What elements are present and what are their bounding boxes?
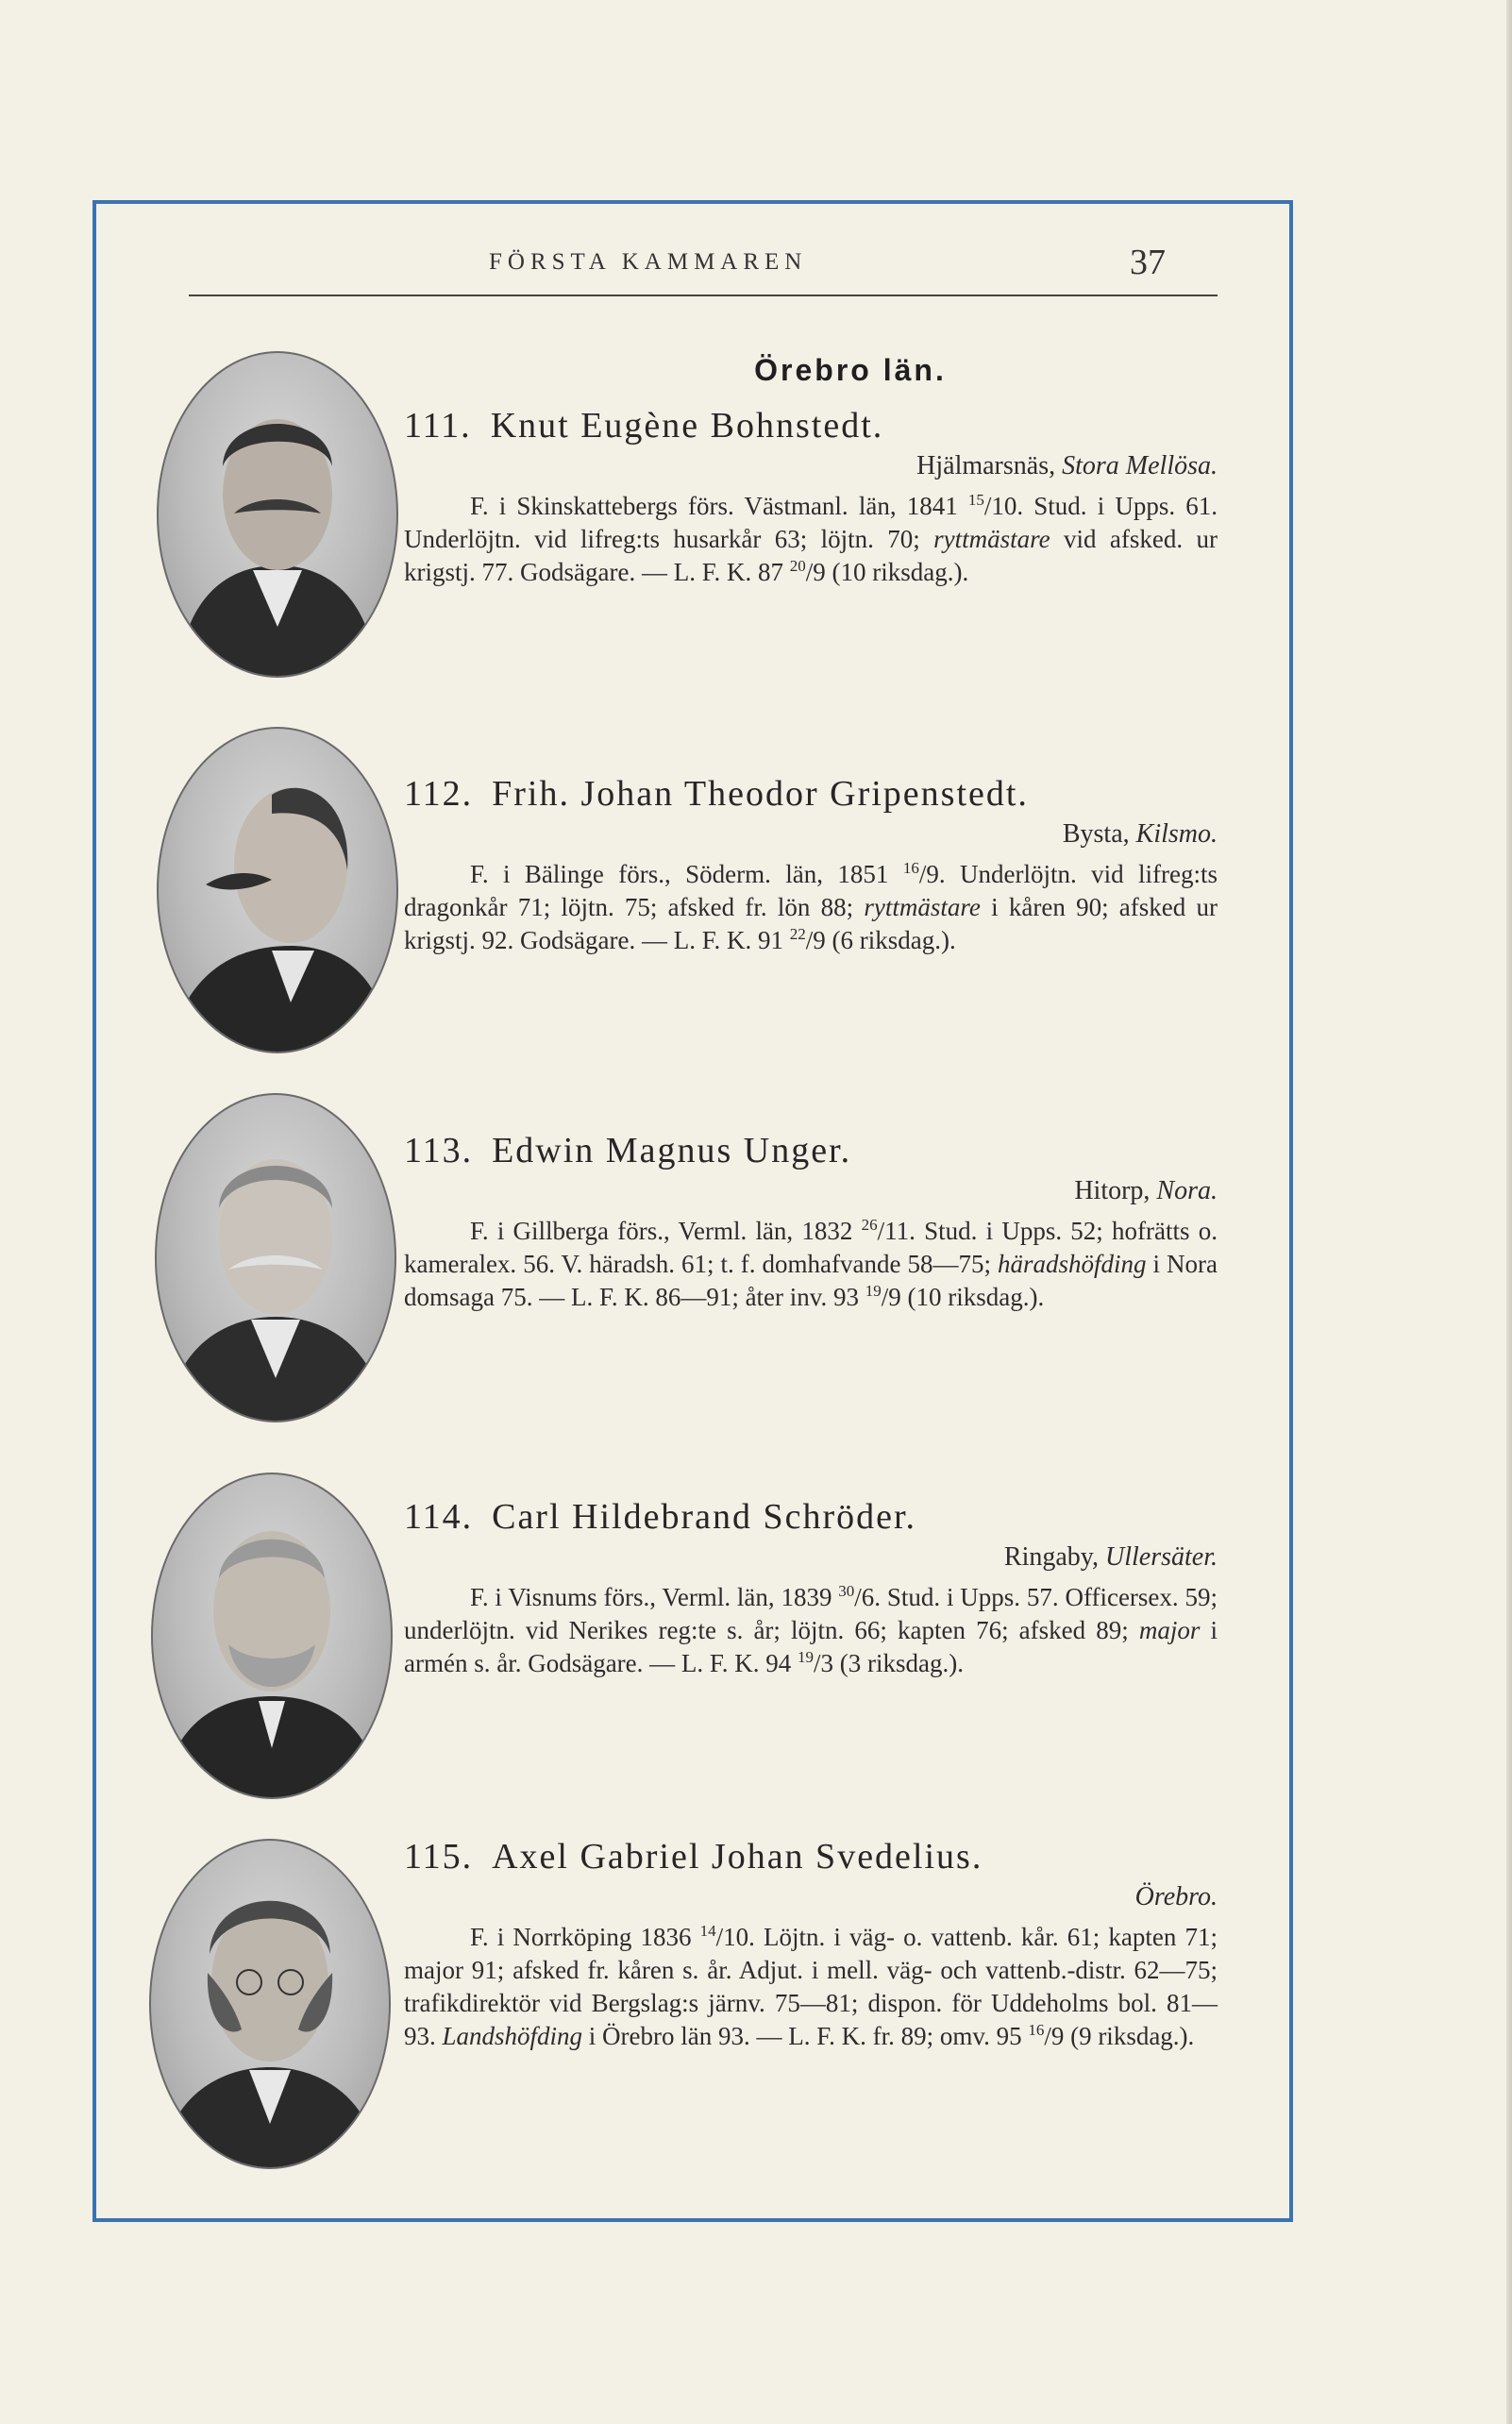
- entry-body: [404, 1215, 1218, 1314]
- body-text: /9 (10 riksdag.).: [805, 558, 969, 586]
- body-text: i Örebro län 93. — L. F. K. fr. 89; omv. 95: [582, 2022, 1029, 2050]
- entry-heading: [404, 772, 1218, 816]
- parish-name: Kilsmo.: [1135, 819, 1218, 849]
- entry-name: Edwin Magnus Unger.: [492, 1131, 852, 1170]
- body-text: /11. Stud. i Upps. 52; hofrätts o. kameralex. 56. V. häradsh. 61; t. f. domhafvande 58—75;: [404, 1217, 1218, 1278]
- entry-body: [404, 1921, 1218, 2053]
- portrait-115: [149, 1839, 391, 2169]
- date-superscript: 14: [699, 1922, 716, 1940]
- portrait-111-illustration: [159, 353, 396, 676]
- entry-heading: [404, 1129, 1218, 1172]
- date-superscript: 19: [865, 1282, 882, 1300]
- parish-name: Stora Mellösa.: [1062, 451, 1218, 480]
- entry-number: 111.: [404, 406, 472, 446]
- body-text: /9 (6 riksdag.).: [805, 926, 956, 954]
- running-title: FÖRSTA KAMMAREN: [489, 249, 808, 275]
- body-text: /9. Underlöjtn. vid lifreg:ts dragonkår 71; löjtn. 75; afsked fr. lön 88;: [404, 860, 1218, 921]
- body-text: /10. Stud. i Upps. 61. Underlöjtn. vid lifreg:ts husarkår 63; löjtn. 70;: [404, 492, 1218, 553]
- body-text: vid afsked. ur krigstj. 77. Godsägare. — L. F. K. 87: [404, 525, 1218, 586]
- portrait-115-illustration: [151, 1841, 389, 2167]
- body-text: /10. Löjtn. i väg- o. vattenb. kår. 61; kapten 71; major 91; afsked fr. kåren s. år. Adjut. i mell. väg- och vattenb.-distr. 62—75; trafikdirektör vid Bergslag:s järnv. 75—81; dispon. för Uddeholms bol. 81—93.: [404, 1923, 1218, 2050]
- title-italic: häradshöfding: [997, 1250, 1147, 1278]
- parish-name: Örebro.: [1134, 1882, 1218, 1911]
- body-text: i Nora domsaga 75. — L. F. K. 86—91; åter inv. 93: [404, 1250, 1218, 1311]
- body-text: /6. Stud. i Upps. 57. Officersex. 59; underlöjtn. vid Nerikes reg:te s. år; löjtn. 66; kapten 76; afsked 89;: [404, 1583, 1218, 1644]
- title-italic: ryttmästare: [864, 893, 981, 921]
- entry-number: 113.: [404, 1131, 474, 1170]
- entry-body: [404, 1581, 1218, 1680]
- place-name: Bysta,: [1062, 819, 1130, 849]
- portrait-114-illustration: [153, 1474, 391, 1797]
- entry-place: [404, 1540, 1218, 1574]
- entry-name: Knut Eugène Bohnstedt.: [490, 406, 884, 446]
- entry-heading: [404, 1495, 1218, 1539]
- entry-115: [404, 1835, 1218, 2053]
- body-text: i kåren 90; afsked ur krigstj. 92. Godsägare. — L. F. K. 91: [404, 893, 1218, 954]
- place-name: Hitorp,: [1074, 1176, 1151, 1205]
- entry-number: 114.: [404, 1497, 474, 1537]
- body-text: F. i Bälinge förs., Söderm. län, 1851: [470, 860, 903, 888]
- date-superscript: 19: [798, 1648, 814, 1666]
- place-name: Ringaby,: [1003, 1542, 1099, 1572]
- section-title: Örebro län.: [754, 353, 947, 387]
- body-text: /9 (10 riksdag.).: [881, 1283, 1045, 1311]
- portrait-113: [155, 1093, 396, 1422]
- running-head: [189, 243, 1218, 296]
- date-superscript: 16: [1028, 2021, 1045, 2039]
- entry-name: Carl Hildebrand Schröder.: [492, 1497, 917, 1537]
- body-text: F. i Visnums förs., Verml. län, 1839: [470, 1583, 839, 1611]
- date-superscript: 15: [967, 491, 984, 509]
- date-superscript: 22: [789, 925, 806, 943]
- entry-name: Axel Gabriel Johan Svedelius.: [492, 1837, 983, 1877]
- place-name: Hjälmarsnäs,: [916, 451, 1056, 480]
- entry-name: Frih. Johan Theodor Gripenstedt.: [492, 774, 1029, 814]
- date-superscript: 16: [902, 859, 919, 877]
- body-text: i armén s. år. Godsägare. — L. F. K. 94: [404, 1616, 1218, 1677]
- entry-number: 112.: [404, 774, 474, 814]
- entry-place: [404, 1880, 1218, 1913]
- body-text: F. i Norrköping 1836: [470, 1923, 700, 1951]
- parish-name: Nora.: [1156, 1176, 1218, 1205]
- entry-111: [404, 404, 1218, 589]
- entry-114: [404, 1495, 1218, 1680]
- portrait-112: [157, 727, 398, 1053]
- portrait-114: [151, 1473, 393, 1799]
- title-italic: Landshöfding: [442, 2022, 583, 2050]
- portrait-113-illustration: [157, 1095, 395, 1421]
- body-text: /9 (9 riksdag.).: [1044, 2022, 1195, 2050]
- date-superscript: 26: [861, 1216, 878, 1234]
- entry-body: [404, 858, 1218, 957]
- date-superscript: 20: [789, 557, 806, 575]
- entry-heading: [404, 404, 1218, 447]
- entry-place: [404, 449, 1218, 482]
- entry-body: [404, 490, 1218, 589]
- entry-112: [404, 772, 1218, 957]
- title-italic: ryttmästare: [933, 525, 1050, 553]
- body-text: F. i Gillberga förs., Verml. län, 1832: [470, 1217, 862, 1245]
- parish-name: Ullersäter.: [1105, 1542, 1218, 1572]
- entry-113: [404, 1129, 1218, 1314]
- body-text: /3 (3 riksdag.).: [814, 1649, 964, 1677]
- entry-heading: [404, 1835, 1218, 1878]
- portrait-111: [157, 351, 398, 678]
- date-superscript: 30: [838, 1582, 855, 1600]
- entry-place: [404, 817, 1218, 850]
- page-number: 37: [1130, 243, 1166, 282]
- entry-number: 115.: [404, 1837, 474, 1877]
- title-italic: major: [1138, 1616, 1201, 1644]
- body-text: F. i Skinskattebergs förs. Västmanl. län, 1841: [470, 492, 968, 520]
- portrait-112-illustration: [159, 729, 396, 1052]
- entry-place: [404, 1174, 1218, 1207]
